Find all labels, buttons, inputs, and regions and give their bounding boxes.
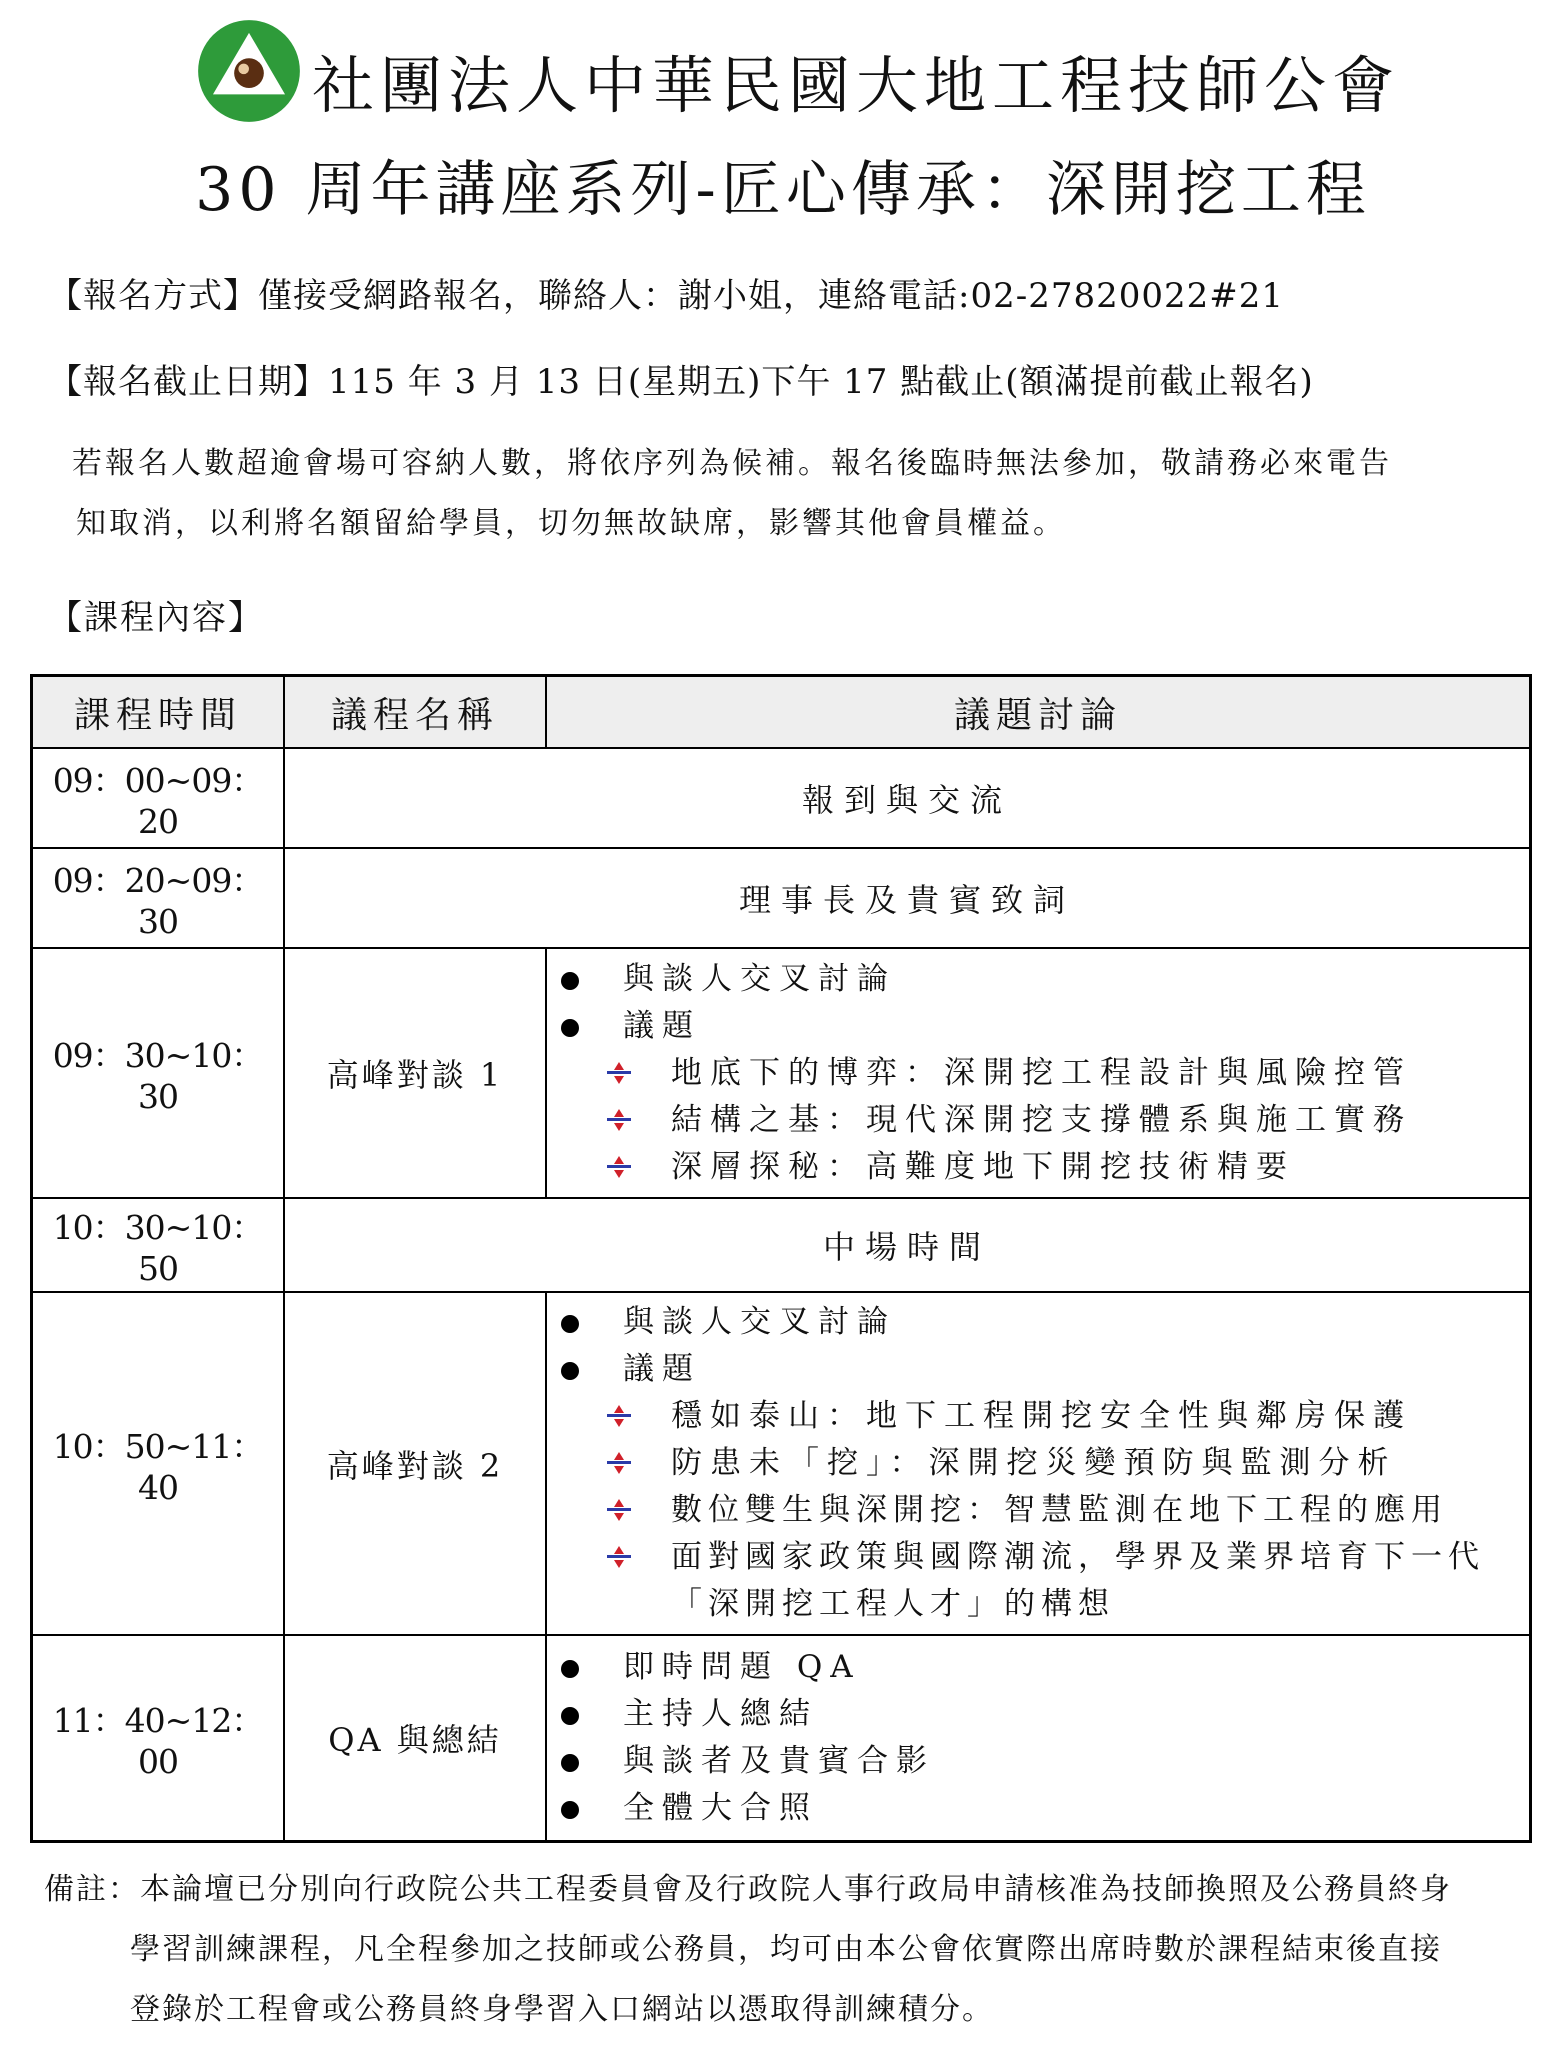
list-item (553, 1393, 1521, 1440)
arrow-cross-icon (605, 1546, 633, 1568)
arrow-cross-icon (605, 1156, 633, 1178)
footer-line: 登錄於工程會或公務員終身學習入口網站以憑取得訓練積分。 (130, 1992, 994, 2027)
topic-list (547, 950, 1529, 1197)
list-item (553, 1691, 1521, 1738)
bullet-text: 與談者及貴賓合影 (623, 1742, 935, 1779)
bullet-dot-icon (561, 1019, 579, 1037)
bullet-text: 議題 (623, 1351, 701, 1387)
table-row (32, 848, 1531, 948)
topic-list (547, 1293, 1529, 1634)
bullet-text: 即時問題 QA (623, 1648, 861, 1685)
list-item (553, 1299, 1521, 1346)
table-row (32, 748, 1531, 848)
registration-notice (72, 434, 1532, 554)
schedule-table (30, 674, 1532, 1843)
arrow-cross-icon (605, 1452, 633, 1474)
bullet-text: 與談人交叉討論 (623, 960, 896, 997)
association-logo-icon (196, 18, 302, 124)
list-item (553, 956, 1521, 1003)
table-row (32, 1292, 1531, 1635)
arrow-cross-icon (605, 1062, 633, 1084)
arrow-cross-icon (605, 1499, 633, 1521)
bullet-dot-icon (561, 1754, 579, 1772)
list-item (553, 1346, 1521, 1393)
footer-line: 備註：本論壇已分別向行政院公共工程委員會及行政院人事行政局申請核准為技師換照及公務員終身 (44, 1872, 1452, 1907)
topics-cell (546, 948, 1531, 1198)
bullet-dot-icon (561, 972, 579, 990)
sub-topic-text: 數位雙生與深開挖：智慧監測在地下工程的應用 (671, 1492, 1448, 1528)
sub-topic-text: 防患未「挖」：深開挖災變預防與監測分析 (671, 1445, 1397, 1481)
time-cell: 10：50~11：40 (32, 1292, 285, 1635)
time-cell: 09：00~09：20 (32, 748, 285, 848)
list-item (553, 1003, 1521, 1050)
header (0, 18, 1566, 128)
arrow-cross-icon (605, 1109, 633, 1131)
arrow-cross-icon (605, 1405, 633, 1427)
list-item (553, 1097, 1521, 1144)
agenda-cell: 中場時間 (284, 1198, 1531, 1292)
table-row (32, 1635, 1531, 1841)
list-item (553, 1144, 1521, 1191)
table-row (32, 1198, 1531, 1292)
session-name-cell: 高峰對談 2 (284, 1292, 546, 1635)
list-item (553, 1534, 1521, 1628)
table-header-row (32, 676, 1531, 749)
bullet-text: 與談人交叉討論 (623, 1304, 896, 1340)
topics-cell (546, 1635, 1531, 1841)
bullet-text: 主持人總結 (623, 1695, 818, 1732)
list-item (553, 1644, 1521, 1691)
session-name-cell: QA 與總結 (284, 1635, 546, 1841)
notice-line: 知取消，以利將名額留給學員，切勿無故缺席，影響其他會員權益。 (76, 506, 1066, 541)
bullet-dot-icon (561, 1660, 579, 1678)
sub-topic-text: 結構之基：現代深開挖支撐體系與施工實務 (671, 1101, 1412, 1138)
sub-topic-text: 深層探秘：高難度地下開挖技術精要 (671, 1148, 1295, 1185)
sub-topic-text: 地底下的博弈：深開挖工程設計與風險控管 (671, 1054, 1412, 1091)
bullet-text: 議題 (623, 1007, 701, 1044)
list-item (553, 1440, 1521, 1487)
topic-list (547, 1638, 1529, 1838)
section-title: 【課程內容】 (48, 598, 264, 638)
notice-line: 若報名人數超逾會場可容納人數，將依序列為候補。報名後臨時無法參加，敬請務必來電告 (72, 446, 1392, 481)
document-title: 30 周年講座系列-匠心傳承：深開挖工程 (195, 155, 1371, 225)
bullet-dot-icon (561, 1315, 579, 1333)
bullet-dot-icon (561, 1801, 579, 1819)
bullet-dot-icon (561, 1362, 579, 1380)
session-name-cell: 高峰對談 1 (284, 948, 546, 1198)
list-item (553, 1050, 1521, 1097)
table-row (32, 948, 1531, 1198)
list-item (553, 1487, 1521, 1534)
time-cell: 10：30~10：50 (32, 1198, 285, 1292)
agenda-cell: 理事長及貴賓致詞 (284, 848, 1531, 948)
list-item (553, 1738, 1521, 1785)
sub-topic-text: 穩如泰山：地下工程開挖安全性與鄰房保護 (671, 1398, 1412, 1434)
column-header: 議題討論 (546, 676, 1531, 749)
time-cell: 09：20~09：30 (32, 848, 285, 948)
footer-line: 學習訓練課程，凡全程參加之技師或公務員，均可由本公會依實際出席時數於課程結束後直接 (130, 1932, 1442, 1967)
sub-topic-text: 面對國家政策與國際潮流，學界及業界培育下一代「深開挖工程人才」的構想 (671, 1539, 1485, 1622)
registration-method: 【報名方式】僅接受網路報名，聯絡人：謝小姐，連絡電話:02-27820022#21 (48, 276, 1285, 316)
bullet-text: 全體大合照 (623, 1789, 818, 1826)
footer-note (44, 1860, 1514, 2040)
bullet-dot-icon (561, 1707, 579, 1725)
time-cell: 09：30~10：30 (32, 948, 285, 1198)
column-header: 課程時間 (32, 676, 285, 749)
topics-cell (546, 1292, 1531, 1635)
column-header: 議程名稱 (284, 676, 546, 749)
agenda-cell: 報到與交流 (284, 748, 1531, 848)
registration-deadline: 【報名截止日期】115 年 3 月 13 日(星期五)下午 17 點截止(額滿提前截止報名) (48, 362, 1314, 402)
list-item (553, 1785, 1521, 1832)
time-cell: 11：40~12：00 (32, 1635, 285, 1841)
organization-name: 社團法人中華民國大地工程技師公會 (312, 49, 1401, 122)
